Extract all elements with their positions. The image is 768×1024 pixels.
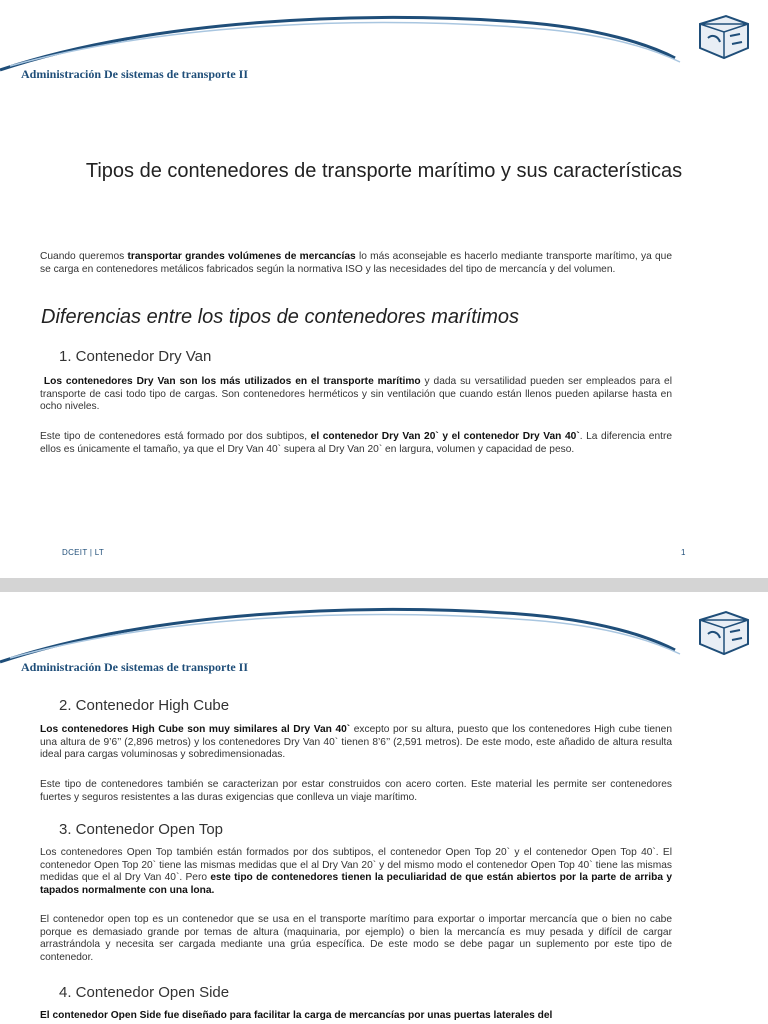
footer-left: DCEIT | LT (62, 548, 105, 557)
heading-open-top: 3. Contenedor Open Top (59, 821, 224, 838)
heading-dry-van: 1. Contenedor Dry Van (59, 348, 212, 365)
section-title: Diferencias entre los tipos de contenedores marítimos (41, 306, 520, 328)
dceit-logo-icon (696, 14, 752, 60)
open-top-paragraph-1: Los contenedores Open Top también están formados por dos subtipos, el contenedor Open Top 20` y el contenedor Open Top 40`. El contenedor Open Top 20` tiene las mismas medidas que el al Dry Van 20` y del mismo modo el contenedor Open Top 40` tiene las mismas medidas que el al Dry Van 40`. Pero este tipo de contenedores tienen la peculiaridad de que están abiertos por la parte de arriba y tapados normalmente con una lona. (40, 847, 672, 896)
page-separator (0, 578, 768, 592)
page-number: 1 (681, 548, 686, 557)
open-top-paragraph-2: El contenedor open top es un contenedor que se usa en el transporte marítimo para exportar o importar mercancía que o bien no cabe porque es demasiado grande por temas de altura (maquinaria, por ejemplo) o bien la mercancía es muy pesada y difícil de cargar arrastrándola y necesita ser cargada mediante una grúa específica. De este modo se debe pagar un suplemento por este tipo de contenedor. (40, 914, 672, 963)
document-page-2 (0, 592, 768, 1024)
dry-van-paragraph-2: Este tipo de contenedores está formado por dos subtipos, el contenedor Dry Van 20` y el contenedor Dry Van 40`. La diferencia entre ellos es únicamente el tamaño, ya que el Dry Van 40` supera al Dry Van 20` en largura, volumen y capacidad de peso. (40, 431, 673, 455)
dceit-logo-icon (696, 610, 752, 656)
high-cube-paragraph-1: Los contenedores High Cube son muy similares al Dry Van 40` excepto por su altura, puesto que los contenedores High cube tienen una altura de 9’6’’ (2,896 metros) y los contenedores Dry Van 40` tienen 8’6’’ (2,591 metros). De este modo, este añadido de altura resulta ideal para cargas voluminosas y sobredimensionadas. (40, 724, 672, 761)
high-cube-paragraph-2: Este tipo de contenedores también se caracterizan por estar construidos con acero corten. Este material les permite ser contenedores fuertes y seguros resistentes a las duras exigencias que conlleva un viaje marítimo. (40, 779, 672, 803)
heading-high-cube: 2. Contenedor High Cube (59, 697, 230, 714)
header-title: Administración De sistemas de transporte II (21, 660, 248, 674)
open-side-paragraph-1: El contenedor Open Side fue diseñado para facilitar la carga de mercancías por unas puertas laterales del (40, 1010, 553, 1021)
heading-open-side: 4. Contenedor Open Side (59, 984, 230, 1001)
header-title: Administración De sistemas de transporte II (21, 67, 248, 81)
document-title: Tipos de contenedores de transporte marítimo y sus características (85, 160, 683, 182)
intro-paragraph: Cuando queremos transportar grandes volúmenes de mercancías lo más aconsejable es hacerlo mediante transporte marítimo, ya que se carga en contenedores metálicos fabricados según la normativa ISO y las necesidades del tipo de mercancía y del volumen. (40, 251, 673, 275)
dry-van-paragraph-1: Los contenedores Dry Van son los más utilizados en el transporte marítimo y dada su versatilidad pueden ser empleados para el transporte de casi todo tipo de cargas. Son contenedores herméticos y sin ventilación que cuando están llenos pueden apilarse hasta en ocho niveles. (40, 376, 672, 413)
